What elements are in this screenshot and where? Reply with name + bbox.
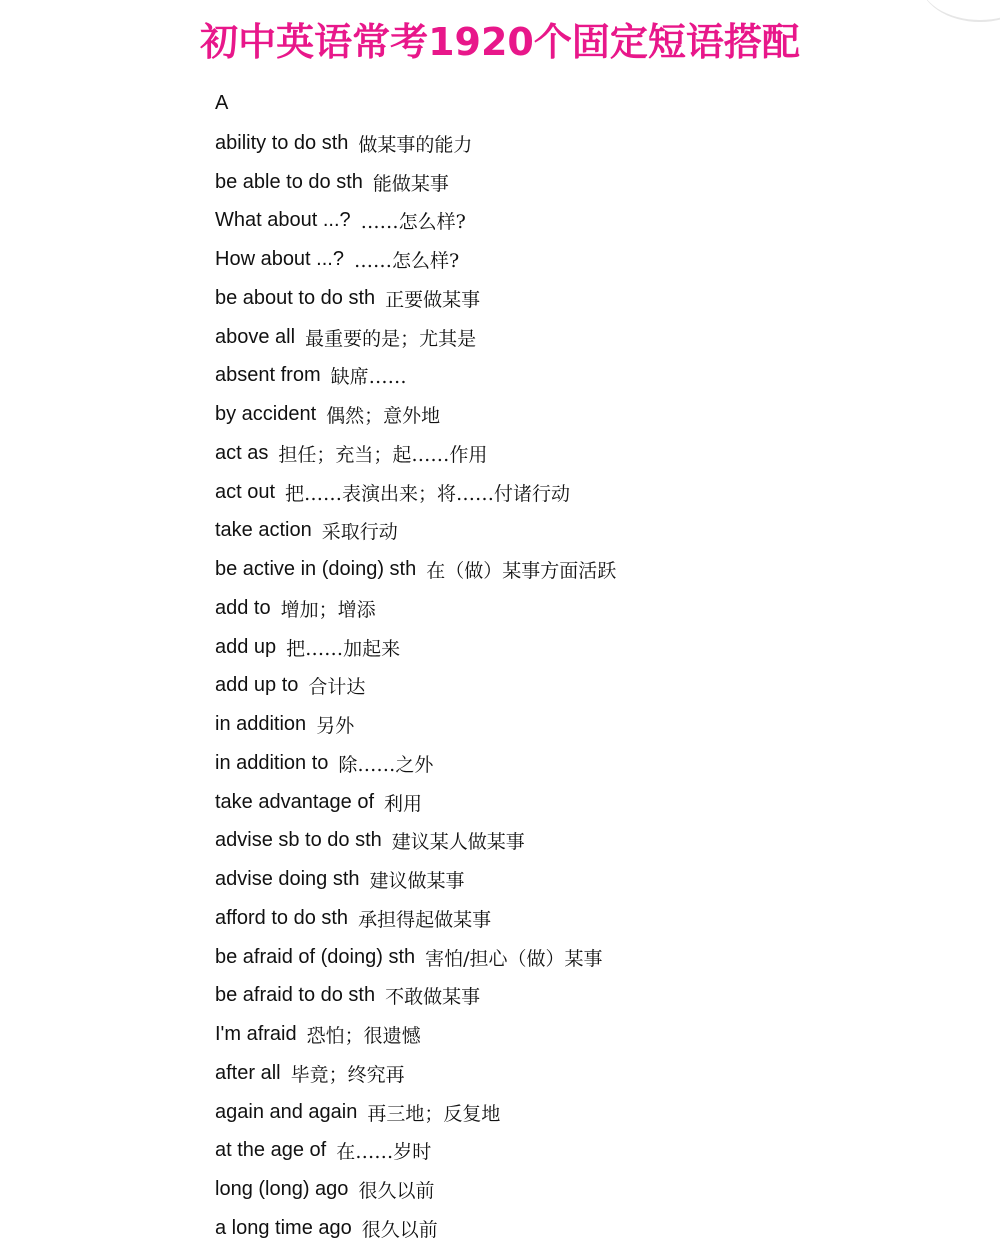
phrase-english: take action xyxy=(215,519,312,542)
phrase-item xyxy=(215,977,975,1016)
phrase-item xyxy=(215,1015,975,1054)
phrase-english: by accident xyxy=(215,403,317,426)
phrase-chinese: 正要做某事 xyxy=(385,288,481,311)
page-title: 初中英语常考1920个固定短语搭配 xyxy=(200,20,800,64)
phrase-item xyxy=(215,550,975,589)
phrase-chinese: 很久以前 xyxy=(361,1218,438,1241)
phrase-chinese: 很久以前 xyxy=(358,1180,435,1203)
phrase-english: afford to do sth xyxy=(215,906,349,929)
phrase-english: above all xyxy=(215,325,296,348)
phrase-chinese: 建议做某事 xyxy=(369,870,465,893)
phrase-chinese: 利用 xyxy=(384,792,423,815)
phrase-english: a long time ago xyxy=(215,1216,352,1239)
phrase-item xyxy=(215,1054,975,1093)
phrase-item xyxy=(215,628,975,667)
phrase-chinese: 把……加起来 xyxy=(286,637,401,660)
phrase-english: long (long) ago xyxy=(215,1178,349,1201)
phrase-english: be able to do sth xyxy=(215,170,363,193)
phrase-english: at the age of xyxy=(215,1139,327,1162)
phrase-english: again and again xyxy=(215,1100,358,1123)
phrase-chinese: 承担得起做某事 xyxy=(358,908,492,931)
phrase-chinese: ……怎么样? xyxy=(360,211,466,234)
phrase-chinese: 最重要的是；尤其是 xyxy=(305,327,477,350)
phrase-item xyxy=(215,1170,975,1209)
phrase-item xyxy=(215,822,975,861)
phrase-chinese: 在（做）某事方面活跃 xyxy=(426,560,617,583)
phrase-chinese: 采取行动 xyxy=(321,521,398,544)
phrase-chinese: 在……岁时 xyxy=(336,1141,432,1164)
phrase-english: be about to do sth xyxy=(215,286,376,309)
phrase-item xyxy=(215,705,975,744)
phrase-chinese: 建议某人做某事 xyxy=(391,831,525,854)
phrase-chinese: 做某事的能力 xyxy=(358,133,473,156)
phrase-english: What about ...? xyxy=(215,209,351,232)
phrase-item xyxy=(215,589,975,628)
phrase-english: absent from xyxy=(215,364,321,387)
phrase-item xyxy=(215,1209,975,1248)
phrase-english: act as xyxy=(215,441,269,464)
phrase-item xyxy=(215,744,975,783)
phrase-item xyxy=(215,860,975,899)
phrase-chinese: 毕竟；终究再 xyxy=(290,1063,405,1086)
phrase-english: act out xyxy=(215,480,276,503)
phrase-english: add up xyxy=(215,635,277,658)
phrase-english: in addition to xyxy=(215,751,329,774)
phrase-chinese: 不敢做某事 xyxy=(385,986,481,1009)
phrase-english: add up to xyxy=(215,674,299,697)
phrase-english: in addition xyxy=(215,713,307,736)
phrase-item xyxy=(215,202,975,241)
phrase-english: add to xyxy=(215,596,271,619)
phrase-chinese: 偶然；意外地 xyxy=(326,405,441,428)
phrase-item xyxy=(215,434,975,473)
phrase-english: I'm afraid xyxy=(215,1023,297,1046)
phrase-chinese: 害怕/担心（做）某事 xyxy=(425,947,603,970)
phrase-chinese: 另外 xyxy=(316,715,355,738)
phrase-chinese: 能做某事 xyxy=(372,172,449,195)
phrase-item xyxy=(215,938,975,977)
phrase-item xyxy=(215,124,975,163)
phrase-item xyxy=(215,318,975,357)
phrase-english: How about ...? xyxy=(215,248,344,271)
phrase-item xyxy=(215,395,975,434)
phrase-item xyxy=(215,783,975,822)
phrase-english: be afraid of (doing) sth xyxy=(215,945,416,968)
phrase-chinese: 缺席…… xyxy=(330,366,407,389)
phrase-english: advise sb to do sth xyxy=(215,829,382,852)
phrase-chinese: 恐怕；很遗憾 xyxy=(306,1025,421,1048)
phrase-english: take advantage of xyxy=(215,790,375,813)
phrase-english: after all xyxy=(215,1061,281,1084)
phrase-item xyxy=(215,279,975,318)
phrase-english: be active in (doing) sth xyxy=(215,558,417,581)
phrase-item xyxy=(215,357,975,396)
phrase-item xyxy=(215,512,975,551)
phrase-item xyxy=(215,1093,975,1132)
phrase-english: be afraid to do sth xyxy=(215,984,376,1007)
phrase-chinese: 除……之外 xyxy=(338,753,434,776)
phrase-list xyxy=(215,124,975,1248)
phrase-item xyxy=(215,667,975,706)
phrase-item xyxy=(215,473,975,512)
section-letter: A xyxy=(215,92,229,114)
phrase-item xyxy=(215,240,975,279)
phrase-item xyxy=(215,899,975,938)
phrase-chinese: ……怎么样? xyxy=(353,250,460,273)
phrase-chinese: 担任；充当；起……作用 xyxy=(278,443,488,466)
phrase-chinese: 增加；增添 xyxy=(280,598,376,621)
phrase-chinese: 合计达 xyxy=(308,676,366,699)
phrase-item xyxy=(215,163,975,202)
phrase-chinese: 把……表演出来；将……付诸行动 xyxy=(285,482,571,505)
phrase-english: ability to do sth xyxy=(215,131,349,154)
phrase-chinese: 再三地；反复地 xyxy=(367,1102,501,1125)
phrase-item xyxy=(215,1132,975,1171)
phrase-english: advise doing sth xyxy=(215,868,360,891)
